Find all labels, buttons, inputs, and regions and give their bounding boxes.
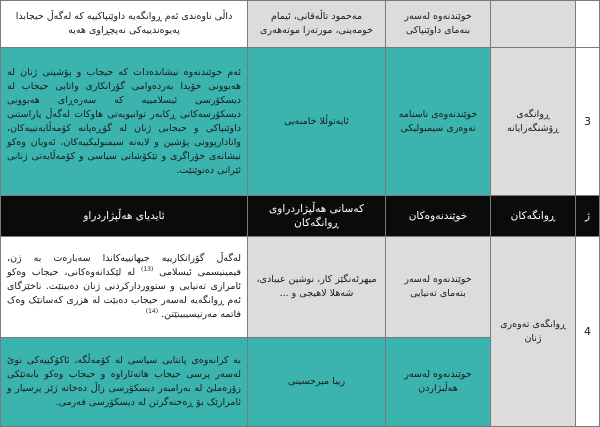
footnote-ref-14: (14) — [145, 307, 159, 315]
row4a-description-cell — [0, 236, 248, 338]
row0-reading-cell: خوێندنەوە لەسەر بنەمای داوێنپاکی — [385, 0, 491, 48]
row4-number-cell: 4 — [575, 236, 600, 427]
row4b-reading-cell: خوێندنەوە لەسەر هەڵبژاردن — [385, 337, 491, 427]
row4a-reading-cell: خوێندنەوە لەسەر بنەمای تەنیایی — [385, 236, 491, 338]
header-number-cell: ژ — [575, 195, 600, 237]
header-idea-cell: ئایدیای هەڵپژاردراو — [0, 195, 248, 237]
row4a-writers-cell: میهرئەنگێز کار، نوشین عیبادی، شەهلا لاهیجی و ... — [247, 236, 386, 338]
row3-number-cell: 3 — [575, 47, 600, 196]
row4b-writers-cell: زیبا میرحسینی — [247, 337, 386, 427]
row3-writers-cell: ئایەتوڵلا خامنەیی — [247, 47, 386, 196]
row0-writers-cell: مەحمود تاڵەقانی، ئیمام خومەینی، مورتەزا موتەهەری — [247, 0, 386, 48]
row3-reading-cell: خوێندنەوەی ناسنامە تەوەری سیمبولیکی — [385, 47, 491, 196]
row4b-description-cell: بە کرانەوەی پانتایی سیاسی لە کۆمەڵگە، ئاکۆکییەکی نوێ لەسەر پرسی حیجاب هاتەئاراوە و حیجاب وەکو بابەتێکی زۆرەملێ لە بەرامبەر دیسکۆرسی زاڵ دەخاتە ژێر پرسیار و ئامرازێک بۆ ڕەخنەگرتن لە دیسکۆرسی فەرمی. — [0, 337, 248, 427]
row3-view-cell: ڕوانگەی ڕۆشنگەرایانە — [490, 47, 576, 196]
header-views-cell: ڕوانگەکان — [490, 195, 576, 237]
row4a-description-part2: لە لێکدانەوەکانی، حیجاب وەکو ئامرازی تەنیایی و سنووردارکردنی ژنان دەبینێت. ناخێزگای ئەم ڕوانگەیە لەسەر حیجاب دەبێت لە هزری کەسانێک وەک فاتمە مەرنیسیبینێتن. — [7, 267, 241, 320]
row0-number-cell — [575, 0, 600, 48]
header-readings-cell: خوێندنەوەکان — [385, 195, 491, 237]
row0-description-cell: داڵی ناوەندی ئەم ڕوانگەیە داوێنپاکییە کە لەگەڵ حیجابدا پەیوەندییەکی نەپچڕاوی هەیە — [0, 0, 248, 48]
header-writers-cell: کەسانی هەڵپژاردراوی ڕوانگەکان — [247, 195, 386, 237]
row4a-description-part1: لەگەڵ گۆرانکارییە جیهانییەکاندا سەبارەت بە ژن، فیمینیسمی ئیسلامی — [7, 253, 241, 278]
row3-description-cell: ئەم خوێندنەوە نیشاندەدات کە حیجاب و پۆشینی ژنان لە هەبوونی خۆیدا بەردەوامی گۆرانکاری واتایی حیجاب لە دیسکۆرسی ئیسلامییە کە سەرەڕای هەبوونی دیسکۆرسەکانی ڕکابەر توانیویەتی هاوکات لەگەڵ پاراستنی داوێنپاکی و حیجابی ژنان لە گۆڕەپانە کۆمەڵایەتییەکان، واتادارپوونی پۆشین و لایەنە سیمبولیکییەکان، ئەویان وەکو نیشانەی خۆراگری و تێکۆشانی سیاسی و کۆمەڵایەتی ژنانی ئێرانی دەنوێنێت. — [0, 47, 248, 196]
row4-view-cell: ڕوانگەی تەوەری ژنان — [490, 236, 576, 427]
row0-view-cell — [490, 0, 576, 48]
footnote-ref-13: (13) — [140, 265, 154, 273]
